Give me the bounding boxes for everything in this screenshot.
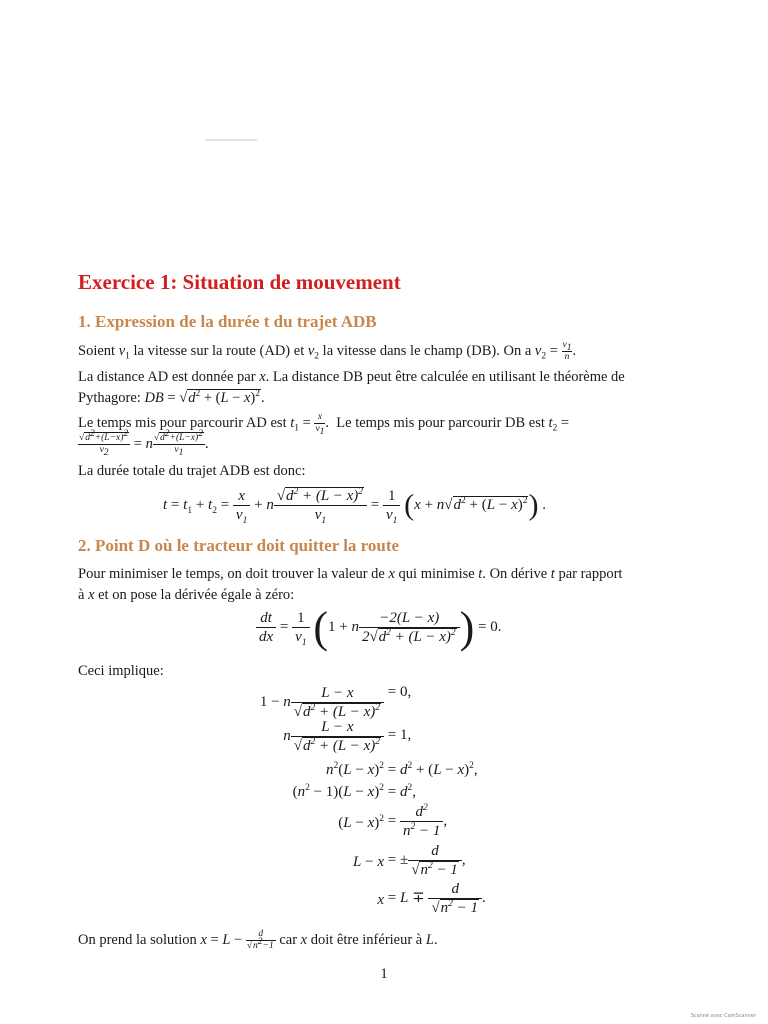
- document-page: Exercice 1: Situation de mouvement 1. Expression de la durée t du trajet ADB Soient $v_1$ la vitesse sur la route (AD) et $v_2$ la vitesse dans le champ (DB). On a $v_2$ = $\frac{v_1}{n}$ . La distance AD est donnée par x. La distance DB peut être calculée en utilisant le théorème de Pythagore: DB = $√d^2 + (L - x)^2$. Le temps mis pour parcourir AD est $t_1$ = $\frac{x}{v_1}$ . Le temps mis pour parcourir DB est $t_2$ = $\frac{√d^2+(L-x)^2}{v_2}$ = n $\frac{√d^2+(L-x)^2}{v_1}$ . La durée totale du trajet ADB est donc: $t = t_1 + t_2$ = $\frac{x}{v_1}$ + n $\frac{√d^2 + (L - x)^2}{v_1}$ = $\frac{1}{v_1}$ $(x + n√d^2 + (L - x)^2)$ . 2. Point D où le tracteur doit quitter la route Pour minimiser le temps, on doit trouver la valeur de x qui minimise t. On dérive t par rapport à x et on pose la dérivée égale à zéro: $\frac{dt}{dx}$ = $\frac{1}{v_1}$ (1 + n $\frac{-2(L - x)}{2√d^2 + (L - x)^2}$ ) = 0. Ceci implique: 1 − n $\frac{L - x}{√d^2 + (L - x)^2}$ = 0, n $\frac{L - x}{√d^2 + (L - x)^2}$ = 1, $n^2(L - x)^2$ = $d^2 + (L - x)^2$, $(n^2 - 1)(L - x)^2$ = $d^2$, $(L - x)^2$ = $\frac{d^2}{n^2 - 1}$ , L − x = ± $\frac{d}{√n^2 - 1}$ , x = L ∓ $\frac{d}{√n^2 - 1}$ . On prend la solution x = L − $\frac{d}{√n^2-1}$ car x doit être inférieur à L. 1 Scanné avec CamScanner: [0, 0, 768, 1024]
- section-heading-1: 1. Expression de la durée t du trajet ADB: [78, 312, 377, 331]
- equation-derivative: $\frac{dt}{dx}$ = $\frac{1}{v_1}$ (1 + n $\frac{-2(L - x)}{2√d^2 + (L - x)^2}$ ) = 0.: [256, 602, 502, 653]
- equation-total-time: $t = t_1 + t_2$ = $\frac{x}{v_1}$ + n $\frac{√d^2 + (L - x)^2}{v_1}$ = $\frac{1}{v_1}$ $(x + n√d^2 + (L - x)^2)$ .: [163, 487, 546, 526]
- paragraph-times: Le temps mis pour parcourir AD est $t_1$ = $\frac{x}{v_1}$ . Le temps mis pour parcourir DB est $t_2$ =: [78, 412, 570, 437]
- scan-artifact: [205, 139, 257, 141]
- paragraph-times-cont: $\frac{√d^2+(L-x)^2}{v_2}$ = n $\frac{√d^2+(L-x)^2}{v_1}$ .: [79, 428, 209, 458]
- paragraph-conclusion: On prend la solution x = L − $\frac{d}{√n^2-1}$ car x doit être inférieur à L.: [78, 929, 438, 951]
- section-heading-2: 2. Point D où le tracteur doit quitter la route: [78, 536, 400, 555]
- paragraph-minimise: Pour minimiser le temps, on doit trouver la valeur de x qui minimise t. On dérive t par rapport à x et on pose la dérivée égale à zéro:: [78, 566, 623, 603]
- exercise-title: Exercice 1: Situation de mouvement: [78, 270, 401, 294]
- paragraph-total-intro: La durée totale du trajet ADB est donc:: [78, 463, 306, 479]
- paragraph-implies: Ceci implique:: [78, 663, 164, 679]
- paragraph-distances: La distance AD est donnée par x. La distance DB peut être calculée en utilisant le théorème de Pythagore: DB = $√d^2 + (L - x)^2$.: [78, 369, 625, 406]
- page-number: 1: [380, 966, 388, 982]
- scanner-watermark: Scanné avec CamScanner: [690, 1013, 756, 1019]
- paragraph-intro-speeds: Soient $v_1$ la vitesse sur la route (AD) et $v_2$ la vitesse dans le champ (DB). On a $v_2$ = $\frac{v_1}{n}$ .: [78, 340, 577, 362]
